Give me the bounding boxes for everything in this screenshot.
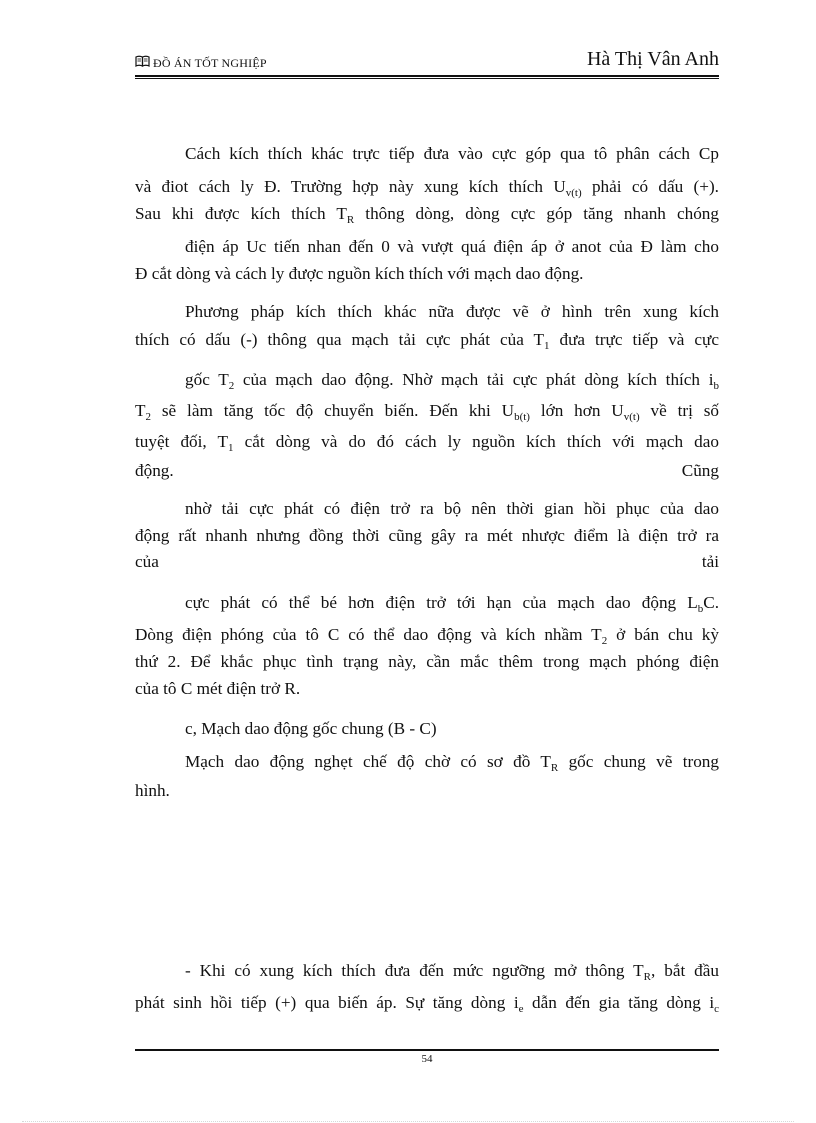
text-line: Sau khi được kích thích $T_R$ thông dòng, dòng cực góp tăng nhanh chóng <box>135 204 719 226</box>
text-line: điện áp Uc tiến nhan đến 0 và vượt quá điện áp ở anot của Đ làm cho <box>185 237 719 256</box>
header-rule <box>135 75 719 79</box>
text-line: Mạch dao động nghẹt chế độ chờ có sơ đồ $T_R$ gốc chung vẽ trong <box>185 752 719 774</box>
text-line: của tô C mét điện trở R. <box>135 679 301 698</box>
text-line: hình. <box>135 781 170 800</box>
page-number: 54 <box>421 1053 433 1065</box>
text-line: nhờ tải cực phát có điện trở ra bộ nên thời gian hồi phục của dao <box>185 499 719 518</box>
text-line: tuyệt đối, $T_1$ cắt dòng và do đó cách ly nguồn kích thích với mạch dao <box>135 432 719 454</box>
text-line: thích có dấu (-) thông qua mạch tải cực phát của $T_1$ đưa trực tiếp và cực <box>135 330 719 352</box>
page-edge-dots <box>22 1121 794 1122</box>
text-line: của tải <box>135 552 719 571</box>
text-line: $T_2$ sẽ làm tăng tốc độ chuyển biến. Đến khi $U_{b(t)}$ lớn hơn $U_{v(t)}$ về trị số <box>135 401 719 423</box>
text-line: động rất nhanh nhưng đồng thời cũng gây ra mét nhược điểm là điện trở ra <box>135 526 719 545</box>
text-line: gốc $T_2$ của mạch dao động. Nhờ mạch tải cực phát dòng kích thích $i_b$ <box>185 370 719 392</box>
text-line: Phương pháp kích thích khác nữa được vẽ ở hình trên xung kích <box>185 302 719 321</box>
text-line: thứ 2. Để khắc phục tình trạng này, cần mắc thêm trong mạch phóng điện <box>135 652 719 671</box>
text-line: Dòng điện phóng của tô C có thể dao động và kích nhầm $T_2$ ở bán chu kỳ <box>135 625 719 647</box>
text-line: Cách kích thích khác trực tiếp đưa vào cực góp qua tô phân cách Cp <box>185 144 719 163</box>
footer-rule <box>135 1049 719 1051</box>
text-line: phát sinh hồi tiếp (+) qua biến áp. Sự tăng dòng $i_e$ dẫn đến gia tăng dòng $i_c$ <box>135 993 719 1015</box>
section-heading: c, Mạch dao động gốc chung (B - C) <box>185 719 437 738</box>
text-line: động. Cũng <box>135 461 719 480</box>
page-header <box>135 48 719 76</box>
header-left <box>135 55 267 71</box>
text-line: cực phát có thể bé hơn điện trở tới hạn của mạch dao động $L_bC$. <box>185 593 719 615</box>
header-author: Hà Thị Vân Anh <box>586 48 719 70</box>
text-line: - Khi có xung kích thích đưa đến mức ngưỡng mở thông $T_R$, bắt đầu <box>185 961 719 983</box>
book-icon <box>135 55 150 71</box>
text-line: Đ cắt dòng và cách ly được nguồn kích thích với mạch dao động. <box>135 264 584 283</box>
text-line: và điot cách ly Đ. Trường hợp này xung kích thích $U_{v(t)}$ phải có dấu (+). <box>135 177 719 199</box>
header-title: ĐỒ ÁN TỐT NGHIỆP <box>153 55 267 70</box>
